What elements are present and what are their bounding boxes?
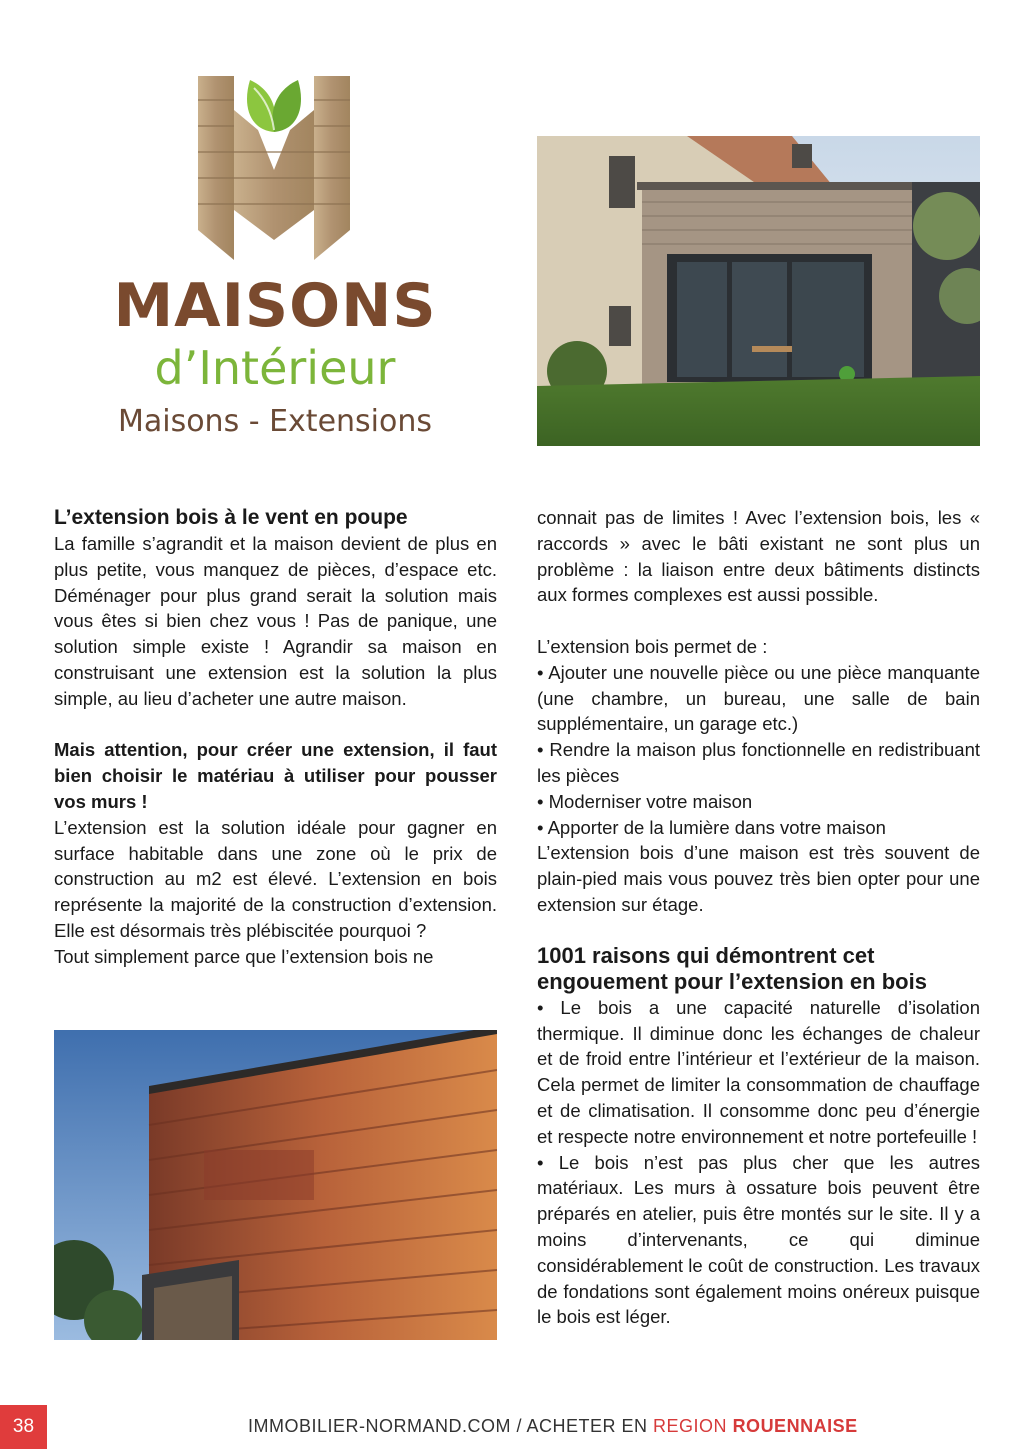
bullet-item: • Ajouter une nouvelle pièce ou une pièce manquante (une chambre, un bureau, une salle de bain supplémentaire, un garage etc.)	[537, 661, 980, 735]
intro-paragraph: La famille s’agrandit et la maison devient de plus en plus petite, vous manquez de pièces, d’espace etc. Déménager pour plus grand serait la solution mais vous êtes si bien chez vous ! Pas de panique, une solution simple existe ! Agrandir sa maison en construisant une extension est la solution la plus simple, au lieu d’acheter une autre maison.	[54, 533, 497, 709]
footer-part1: ACHETER EN	[526, 1416, 654, 1436]
brand-logo	[100, 70, 450, 450]
plain-pied-paragraph: L’extension bois d’une maison est très souvent de plain-pied mais vous pouvez très bien opter pour une extension sur étage.	[537, 842, 980, 915]
footer-part3: ROUENNAISE	[732, 1416, 858, 1436]
right-column	[537, 505, 980, 1330]
limits-paragraph: connait pas de limites ! Avec l’extension bois, les « raccords » avec le bâti existant ne sont plus un problème : la liaison entre deux bâtiments distincts aux formes complexes est aussi possible.	[537, 507, 980, 606]
section-heading: L’extension bois à le vent en poupe	[54, 506, 408, 529]
reasons-heading: 1001 raisons qui démontrent cet engouement pour l’extension en bois	[537, 942, 927, 994]
footer-part2: REGION	[653, 1416, 733, 1436]
wood-plank-m-with-leaves-icon	[198, 70, 350, 260]
bullet-item: • Moderniser votre maison	[537, 790, 753, 812]
warning-paragraph: Mais attention, pour créer une extension, il faut bien choisir le matériau à utiliser pour pousser vos murs !	[54, 739, 497, 812]
reason-item: • Le bois a une capacité naturelle d’isolation thermique. Il diminue donc les échanges de chaleur et de froid entre l’intérieur et l’extérieur de la maison. Cela permet de limiter la consommation de chauffage et de climatisation. Il consomme donc peu d’énergie et respecte notre environnement et notre portefeuille !	[537, 996, 980, 1147]
brand-title: MAISONS	[113, 271, 437, 341]
page-number: 38	[0, 1405, 47, 1449]
wooden-extension-house-photo	[537, 136, 980, 446]
wood-cladding-facade-photo	[54, 1030, 497, 1340]
list-intro: L’extension bois permet de :	[537, 635, 768, 657]
footer-separator: /	[511, 1416, 527, 1436]
left-column	[54, 505, 497, 970]
brand-tagline: Maisons - Extensions	[117, 404, 433, 439]
surface-paragraph: L’extension est la solution idéale pour gagner en surface habitable dans une zone où le prix de construction au m2 est élevé. L’extension en bois représente la majorité de la construction d’extension. Elle est désormais très plébiscitée pourquoi ?	[54, 816, 497, 941]
footer-site: IMMOBILIER-NORMAND.COM	[248, 1416, 511, 1436]
bullet-item: • Rendre la maison plus fonctionnelle en redistribuant les pièces	[537, 739, 980, 786]
bullet-item: • Apporter de la lumière dans votre maison	[537, 816, 886, 838]
footer-text	[248, 1412, 858, 1440]
continuation-paragraph: Tout simplement parce que l’extension bois ne	[54, 945, 434, 967]
brand-subtitle: d’Intérieur	[154, 341, 396, 395]
reason-item: • Le bois n’est pas plus cher que les autres matériaux. Les murs à ossature bois peuvent être préparés en atelier, puis être montés sur le site. Il y a moins d’intervenants, ce qui diminue considérablement le coût de construction. Les travaux de fondations sont également moins onéreux puisque le bois est léger.	[537, 1151, 980, 1328]
